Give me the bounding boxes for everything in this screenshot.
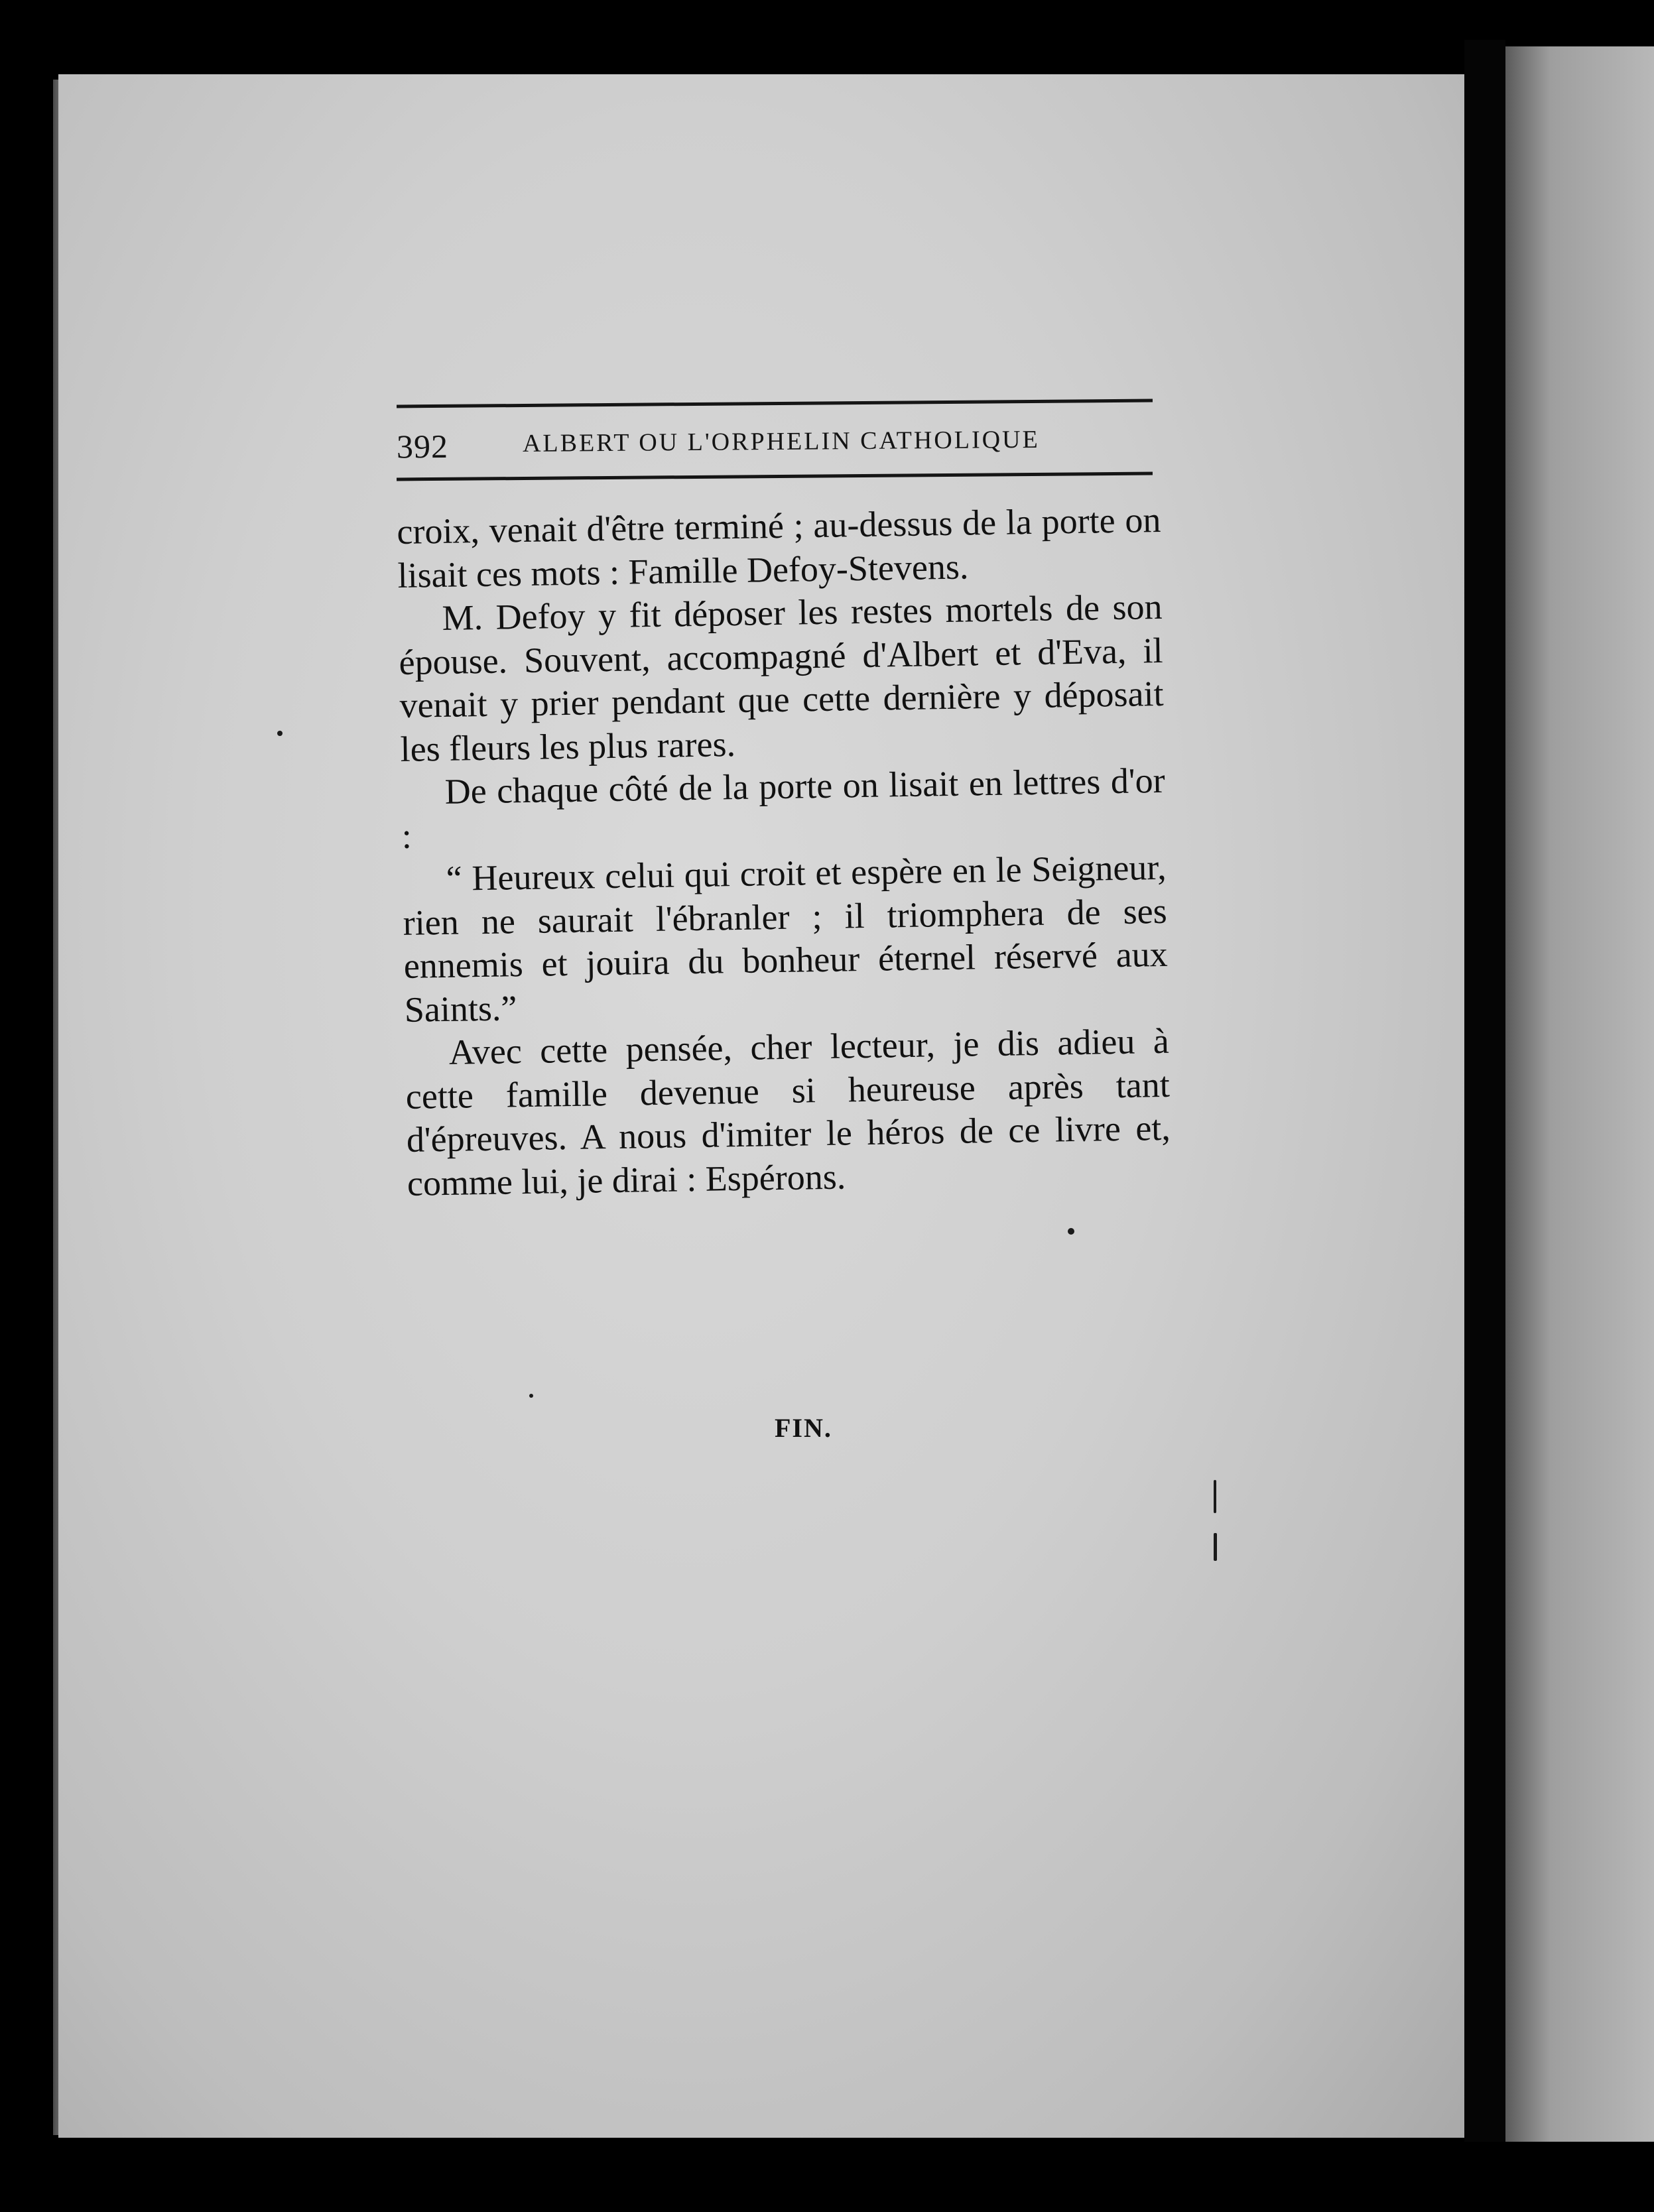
paper-mark: [1214, 1533, 1217, 1561]
body-text: [397, 499, 1171, 1205]
paragraph: De chaque côté de la porte on lisait en lettres d'or :: [401, 760, 1166, 856]
paragraph: Avec cette pensée, cher lecteur, je dis adieu à cette famille devenue si heureuse après tant d'épreuves. A nous d'imiter le héros de ce livre et, comme lui, je dirai : Espérons.: [405, 1020, 1171, 1203]
facing-page-edge: [1505, 40, 1654, 2162]
scan-border-left: [0, 0, 53, 2212]
scan-border-bottom: [0, 2142, 1654, 2212]
running-head: [397, 422, 1153, 467]
paragraph: croix, venait d'être terminé ; au-dessus de la porte on lisait ces mots : Famille Defoy-Stevens.: [397, 499, 1161, 595]
paper-speck: [277, 731, 283, 736]
scan-border-top: [0, 0, 1654, 73]
paper-speck: [1068, 1228, 1074, 1235]
scan-border-top-right: [1505, 0, 1654, 46]
book-gutter: [1464, 40, 1505, 2162]
paragraph: M. Defoy y fit déposer les restes mortels de son épouse. Souvent, accompagné d'Albert et d'Eva, il venait y prier pendant que cette dernière y déposait les fleurs les plus rares.: [399, 586, 1164, 769]
page-number: 392: [396, 427, 449, 465]
end-mark: FIN.: [775, 1413, 832, 1443]
quotation-paragraph: “ Heureux celui qui croit et espère en le Seigneur, rien ne saurait l'ébranler ; il triomphera de ses ennemis et jouira du bonheur éternel réservé aux Saints.”: [403, 847, 1169, 1030]
running-head-title: ALBERT OU L'ORPHELIN CATHOLIQUE: [522, 425, 1040, 458]
paper-mark: [1214, 1480, 1216, 1513]
paper-speck: [529, 1394, 533, 1398]
